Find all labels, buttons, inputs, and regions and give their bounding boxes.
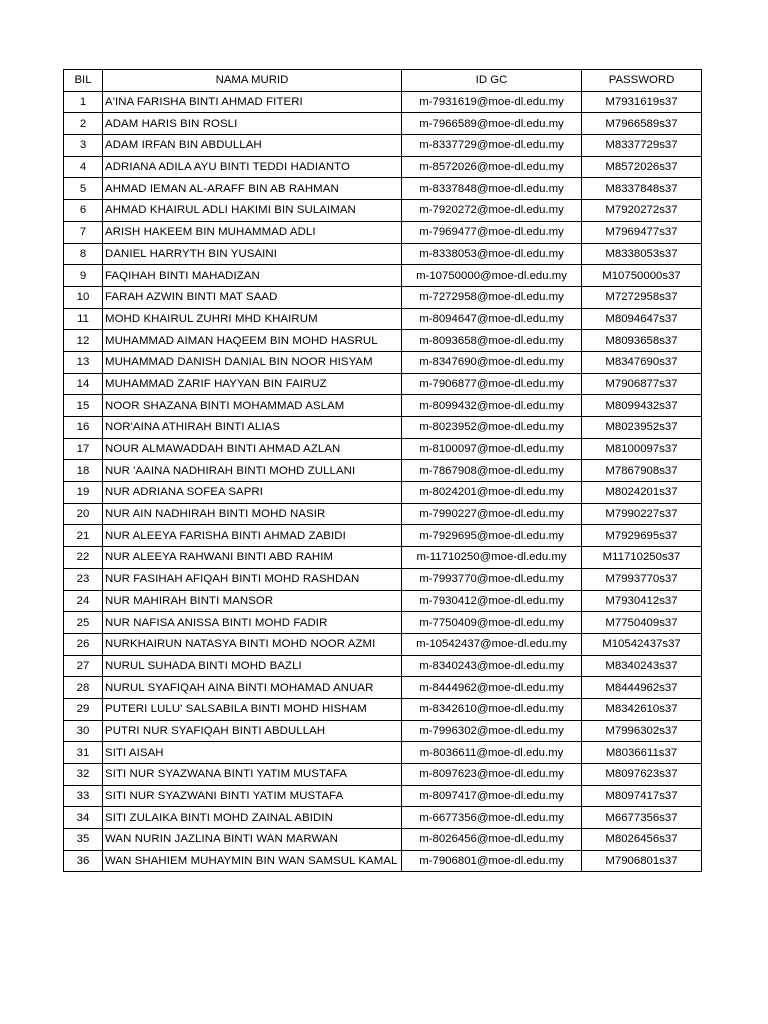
cell-id-gc: m-8100097@moe-dl.edu.my	[402, 438, 582, 460]
cell-bil: 3	[64, 135, 103, 157]
cell-bil: 18	[64, 460, 103, 482]
cell-nama-murid: MUHAMMAD DANISH DANIAL BIN NOOR HISYAM	[103, 351, 402, 373]
cell-nama-murid: PUTERI LULU' SALSABILA BINTI MOHD HISHAM	[103, 698, 402, 720]
cell-id-gc: m-8347690@moe-dl.edu.my	[402, 351, 582, 373]
cell-password: M7750409s37	[582, 612, 702, 634]
cell-bil: 17	[64, 438, 103, 460]
cell-bil: 11	[64, 308, 103, 330]
cell-bil: 6	[64, 200, 103, 222]
table-row	[64, 547, 702, 569]
cell-id-gc: m-8097417@moe-dl.edu.my	[402, 785, 582, 807]
table-row	[64, 113, 702, 135]
table-row	[64, 460, 702, 482]
cell-password: M8094647s37	[582, 308, 702, 330]
table-row	[64, 395, 702, 417]
cell-password: M7272958s37	[582, 286, 702, 308]
table-row	[64, 265, 702, 287]
table-row	[64, 221, 702, 243]
cell-bil: 15	[64, 395, 103, 417]
cell-password: M6677356s37	[582, 807, 702, 829]
cell-bil: 24	[64, 590, 103, 612]
cell-bil: 13	[64, 351, 103, 373]
cell-password: M10750000s37	[582, 265, 702, 287]
cell-nama-murid: NUR AIN NADHIRAH BINTI MOHD NASIR	[103, 503, 402, 525]
table-row	[64, 417, 702, 439]
cell-nama-murid: NURUL SYAFIQAH AINA BINTI MOHAMAD ANUAR	[103, 677, 402, 699]
table-row	[64, 91, 702, 113]
table-row	[64, 330, 702, 352]
cell-bil: 19	[64, 482, 103, 504]
cell-id-gc: m-7920272@moe-dl.edu.my	[402, 200, 582, 222]
cell-id-gc: m-8093658@moe-dl.edu.my	[402, 330, 582, 352]
cell-bil: 5	[64, 178, 103, 200]
cell-nama-murid: MOHD KHAIRUL ZUHRI MHD KHAIRUM	[103, 308, 402, 330]
cell-id-gc: m-8337729@moe-dl.edu.my	[402, 135, 582, 157]
header-password: PASSWORD	[582, 70, 702, 92]
cell-nama-murid: NUR MAHIRAH BINTI MANSOR	[103, 590, 402, 612]
cell-bil: 33	[64, 785, 103, 807]
cell-nama-murid: MUHAMMAD ZARIF HAYYAN BIN FAIRUZ	[103, 373, 402, 395]
cell-bil: 8	[64, 243, 103, 265]
cell-bil: 7	[64, 221, 103, 243]
table-row	[64, 135, 702, 157]
cell-nama-murid: ARISH HAKEEM BIN MUHAMMAD ADLI	[103, 221, 402, 243]
cell-nama-murid: SITI NUR SYAZWANI BINTI YATIM MUSTAFA	[103, 785, 402, 807]
cell-id-gc: m-8094647@moe-dl.edu.my	[402, 308, 582, 330]
cell-id-gc: m-8099432@moe-dl.edu.my	[402, 395, 582, 417]
cell-id-gc: m-7867908@moe-dl.edu.my	[402, 460, 582, 482]
cell-nama-murid: NUR ALEEYA FARISHA BINTI AHMAD ZABIDI	[103, 525, 402, 547]
cell-bil: 32	[64, 764, 103, 786]
cell-id-gc: m-7906877@moe-dl.edu.my	[402, 373, 582, 395]
cell-password: M8093658s37	[582, 330, 702, 352]
cell-bil: 30	[64, 720, 103, 742]
cell-id-gc: m-8023952@moe-dl.edu.my	[402, 417, 582, 439]
cell-id-gc: m-7966589@moe-dl.edu.my	[402, 113, 582, 135]
table-row	[64, 829, 702, 851]
table-row	[64, 785, 702, 807]
cell-password: M7920272s37	[582, 200, 702, 222]
cell-bil: 23	[64, 568, 103, 590]
cell-nama-murid: NUR ALEEYA RAHWANI BINTI ABD RAHIM	[103, 547, 402, 569]
cell-id-gc: m-7996302@moe-dl.edu.my	[402, 720, 582, 742]
cell-id-gc: m-7272958@moe-dl.edu.my	[402, 286, 582, 308]
cell-bil: 20	[64, 503, 103, 525]
cell-password: M7906877s37	[582, 373, 702, 395]
cell-bil: 31	[64, 742, 103, 764]
table-row	[64, 590, 702, 612]
cell-nama-murid: NURUL SUHADA BINTI MOHD BAZLI	[103, 655, 402, 677]
cell-bil: 4	[64, 156, 103, 178]
cell-password: M11710250s37	[582, 547, 702, 569]
cell-bil: 29	[64, 698, 103, 720]
cell-password: M8036611s37	[582, 742, 702, 764]
cell-nama-murid: NUR FASIHAH AFIQAH BINTI MOHD RASHDAN	[103, 568, 402, 590]
table-row	[64, 243, 702, 265]
cell-bil: 14	[64, 373, 103, 395]
cell-password: M7929695s37	[582, 525, 702, 547]
cell-password: M8097417s37	[582, 785, 702, 807]
cell-nama-murid: ADAM HARIS BIN ROSLI	[103, 113, 402, 135]
cell-id-gc: m-8340243@moe-dl.edu.my	[402, 655, 582, 677]
table-row	[64, 807, 702, 829]
table-body	[64, 91, 702, 872]
cell-password: M8572026s37	[582, 156, 702, 178]
cell-id-gc: m-8026456@moe-dl.edu.my	[402, 829, 582, 851]
cell-bil: 22	[64, 547, 103, 569]
table-row	[64, 286, 702, 308]
cell-nama-murid: DANIEL HARRYTH BIN YUSAINI	[103, 243, 402, 265]
table-row	[64, 612, 702, 634]
table-row	[64, 677, 702, 699]
cell-password: M8097623s37	[582, 764, 702, 786]
header-nama-murid: NAMA MURID	[103, 70, 402, 92]
table-row	[64, 178, 702, 200]
student-roster-table	[63, 69, 702, 872]
table-row	[64, 850, 702, 872]
cell-id-gc: m-7993770@moe-dl.edu.my	[402, 568, 582, 590]
cell-password: M8026456s37	[582, 829, 702, 851]
cell-id-gc: m-8036611@moe-dl.edu.my	[402, 742, 582, 764]
cell-bil: 21	[64, 525, 103, 547]
cell-password: M8024201s37	[582, 482, 702, 504]
table-row	[64, 373, 702, 395]
cell-nama-murid: AHMAD KHAIRUL ADLI HAKIMI BIN SULAIMAN	[103, 200, 402, 222]
cell-password: M7966589s37	[582, 113, 702, 135]
table-row	[64, 720, 702, 742]
cell-password: M7931619s37	[582, 91, 702, 113]
cell-id-gc: m-7969477@moe-dl.edu.my	[402, 221, 582, 243]
cell-nama-murid: WAN NURIN JAZLINA BINTI WAN MARWAN	[103, 829, 402, 851]
cell-id-gc: m-7931619@moe-dl.edu.my	[402, 91, 582, 113]
cell-nama-murid: WAN SHAHIEM MUHAYMIN BIN WAN SAMSUL KAMAL	[103, 850, 402, 872]
cell-bil: 9	[64, 265, 103, 287]
table-row	[64, 503, 702, 525]
cell-nama-murid: NOR'AINA ATHIRAH BINTI ALIAS	[103, 417, 402, 439]
cell-id-gc: m-7750409@moe-dl.edu.my	[402, 612, 582, 634]
cell-id-gc: m-7930412@moe-dl.edu.my	[402, 590, 582, 612]
cell-password: M7930412s37	[582, 590, 702, 612]
table-row	[64, 308, 702, 330]
cell-password: M8338053s37	[582, 243, 702, 265]
cell-password: M8340243s37	[582, 655, 702, 677]
cell-nama-murid: ADAM IRFAN BIN ABDULLAH	[103, 135, 402, 157]
table-header	[64, 70, 702, 92]
cell-password: M8347690s37	[582, 351, 702, 373]
cell-bil: 10	[64, 286, 103, 308]
cell-password: M7996302s37	[582, 720, 702, 742]
cell-nama-murid: AHMAD IEMAN AL-ARAFF BIN AB RAHMAN	[103, 178, 402, 200]
cell-password: M8023952s37	[582, 417, 702, 439]
cell-bil: 16	[64, 417, 103, 439]
cell-id-gc: m-7929695@moe-dl.edu.my	[402, 525, 582, 547]
cell-id-gc: m-8097623@moe-dl.edu.my	[402, 764, 582, 786]
cell-id-gc: m-8572026@moe-dl.edu.my	[402, 156, 582, 178]
table-row	[64, 156, 702, 178]
cell-password: M8100097s37	[582, 438, 702, 460]
header-id-gc: ID GC	[402, 70, 582, 92]
cell-password: M10542437s37	[582, 633, 702, 655]
cell-id-gc: m-11710250@moe-dl.edu.my	[402, 547, 582, 569]
table-row	[64, 568, 702, 590]
cell-nama-murid: ADRIANA ADILA AYU BINTI TEDDI HADIANTO	[103, 156, 402, 178]
cell-bil: 12	[64, 330, 103, 352]
table-row	[64, 438, 702, 460]
cell-nama-murid: FAQIHAH BINTI MAHADIZAN	[103, 265, 402, 287]
cell-id-gc: m-8444962@moe-dl.edu.my	[402, 677, 582, 699]
cell-nama-murid: SITI ZULAIKA BINTI MOHD ZAINAL ABIDIN	[103, 807, 402, 829]
cell-password: M7990227s37	[582, 503, 702, 525]
cell-bil: 34	[64, 807, 103, 829]
cell-nama-murid: NUR 'AAINA NADHIRAH BINTI MOHD ZULLANI	[103, 460, 402, 482]
cell-password: M7906801s37	[582, 850, 702, 872]
cell-password: M8099432s37	[582, 395, 702, 417]
cell-id-gc: m-6677356@moe-dl.edu.my	[402, 807, 582, 829]
cell-bil: 26	[64, 633, 103, 655]
cell-nama-murid: SITI NUR SYAZWANA BINTI YATIM MUSTAFA	[103, 764, 402, 786]
cell-password: M8337729s37	[582, 135, 702, 157]
cell-bil: 35	[64, 829, 103, 851]
cell-nama-murid: NURKHAIRUN NATASYA BINTI MOHD NOOR AZMI	[103, 633, 402, 655]
cell-password: M7867908s37	[582, 460, 702, 482]
cell-password: M7993770s37	[582, 568, 702, 590]
cell-bil: 2	[64, 113, 103, 135]
table-row	[64, 482, 702, 504]
cell-nama-murid: PUTRI NUR SYAFIQAH BINTI ABDULLAH	[103, 720, 402, 742]
cell-bil: 36	[64, 850, 103, 872]
cell-password: M7969477s37	[582, 221, 702, 243]
table-row	[64, 200, 702, 222]
table-row	[64, 764, 702, 786]
table-row	[64, 351, 702, 373]
cell-bil: 27	[64, 655, 103, 677]
cell-id-gc: m-8024201@moe-dl.edu.my	[402, 482, 582, 504]
header-row	[64, 70, 702, 92]
cell-nama-murid: FARAH AZWIN BINTI MAT SAAD	[103, 286, 402, 308]
cell-id-gc: m-8338053@moe-dl.edu.my	[402, 243, 582, 265]
cell-password: M8337848s37	[582, 178, 702, 200]
cell-password: M8444962s37	[582, 677, 702, 699]
header-bil: BIL	[64, 70, 103, 92]
cell-nama-murid: NUR ADRIANA SOFEA SAPRI	[103, 482, 402, 504]
cell-nama-murid: A'INA FARISHA BINTI AHMAD FITERI	[103, 91, 402, 113]
cell-nama-murid: NOOR SHAZANA BINTI MOHAMMAD ASLAM	[103, 395, 402, 417]
student-roster-sheet	[63, 69, 702, 872]
table-row	[64, 655, 702, 677]
cell-nama-murid: MUHAMMAD AIMAN HAQEEM BIN MOHD HASRUL	[103, 330, 402, 352]
cell-nama-murid: NUR NAFISA ANISSA BINTI MOHD FADIR	[103, 612, 402, 634]
table-row	[64, 525, 702, 547]
cell-bil: 28	[64, 677, 103, 699]
cell-id-gc: m-8337848@moe-dl.edu.my	[402, 178, 582, 200]
cell-id-gc: m-7906801@moe-dl.edu.my	[402, 850, 582, 872]
cell-bil: 1	[64, 91, 103, 113]
cell-id-gc: m-10750000@moe-dl.edu.my	[402, 265, 582, 287]
cell-id-gc: m-7990227@moe-dl.edu.my	[402, 503, 582, 525]
cell-nama-murid: NOUR ALMAWADDAH BINTI AHMAD AZLAN	[103, 438, 402, 460]
cell-bil: 25	[64, 612, 103, 634]
cell-id-gc: m-10542437@moe-dl.edu.my	[402, 633, 582, 655]
table-row	[64, 698, 702, 720]
cell-id-gc: m-8342610@moe-dl.edu.my	[402, 698, 582, 720]
table-row	[64, 633, 702, 655]
cell-nama-murid: SITI AISAH	[103, 742, 402, 764]
cell-password: M8342610s37	[582, 698, 702, 720]
table-row	[64, 742, 702, 764]
